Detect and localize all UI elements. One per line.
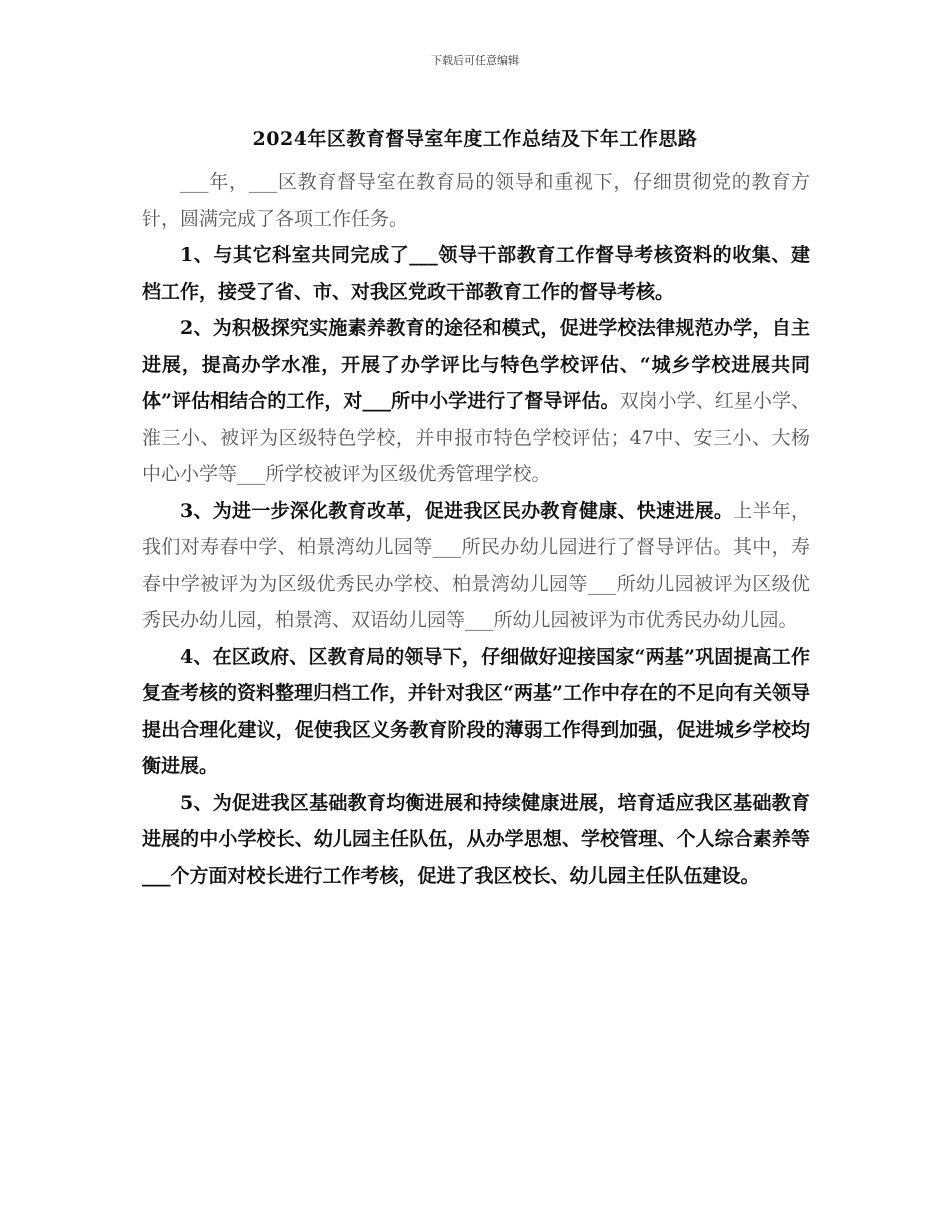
item-2-normal-text: 双岗小学、红星小学、淮三小、被评为区级特色学校，并申报市特色学校评估；47中、安三小、大杨中心小学等___所学校被评为区级优秀管理学校。: [142, 390, 810, 485]
document-body: [142, 164, 810, 894]
item-3-bold-text: 3、为进一步深化教育改革，促进我区民办教育健康、快速进展。: [180, 499, 734, 522]
item-2-paragraph: [142, 310, 810, 493]
item-3-normal-text: 上半年，我们对寿春中学、柏景湾幼儿园等___所民办幼儿园进行了督导评估。其中，寿春中学被评为为区级优秀民办学校、柏景湾幼儿园等___所幼儿园被评为区级优秀民办幼儿园，柏景湾、双语幼儿园等___所幼儿园被评为市优秀民办幼儿园。: [142, 499, 810, 631]
item-3-paragraph: [142, 493, 810, 639]
item-2-bold-text: 2、为积极探究实施素养教育的途径和模式，促进学校法律规范办学，自主进展，提高办学水准，开展了办学评比与特色学校评估、“城乡学校进展共同体”评估相结合的工作，对___所中小学进行了督导评估。: [142, 317, 810, 412]
intro-paragraph: ___年，___区教育督导室在教育局的领导和重视下，仔细贯彻党的教育方针，圆满完成了各项工作任务。: [142, 171, 810, 230]
item-1-paragraph: 1、与其它科室共同完成了___领导干部教育工作督导考核资料的收集、建档工作，接受了省、市、对我区党政干部教育工作的督导考核。: [142, 244, 810, 303]
document-title: 2024年区教育督导室年度工作总结及下年工作思路: [252, 128, 698, 150]
page-header-note: 下载后可任意编辑: [431, 54, 519, 67]
item-5-paragraph: 5、为促进我区基础教育均衡进展和持续健康进展，培育适应我区基础教育进展的中小学校长、幼儿园主任队伍，从办学思想、学校管理、个人综合素养等___个方面对校长进行工作考核，促进了我区校长、幼儿园主任队伍建设。: [142, 791, 810, 887]
item-4-paragraph: 4、在区政府、区教育局的领导下，仔细做好迎接国家“两基”巩固提高工作复查考核的资料整理归档工作，并针对我区“两基”工作中存在的不足向有关领导提出合理化建议，促使我区义务教育阶段的薄弱工作得到加强，促进城乡学校均衡进展。: [142, 645, 810, 777]
